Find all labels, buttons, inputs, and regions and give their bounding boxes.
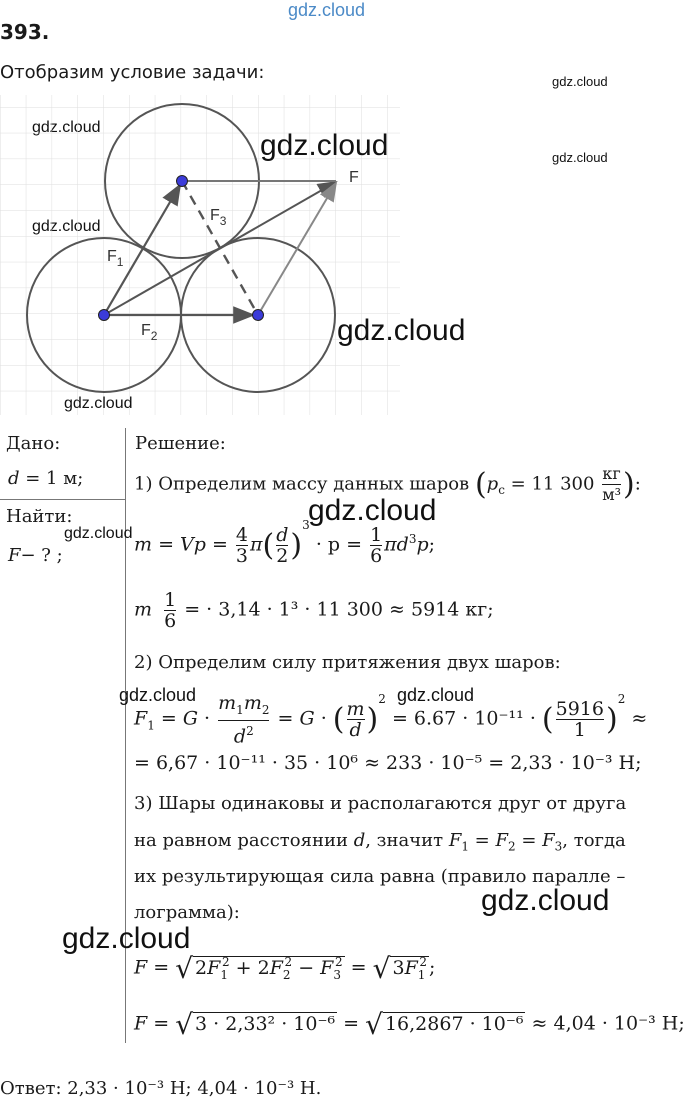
answer: Ответ: 2,33 · 10⁻³ Н; 4,04 · 10⁻³ Н. [0,1078,322,1099]
label-f3: $F_3$ [210,207,227,228]
force-result: = 6,67 · 10⁻¹¹ · 35 · 10⁶ ≈ 233 · 10⁻⁵ = 2,33 · 10⁻³ Н; [134,752,642,774]
mass-numeric: m $\frac{1}{6}$ = · 3,14 · 1³ · 11 300 ≈ 5914 кг; [134,589,494,632]
watermark: gdz.cloud [308,494,437,527]
force-formula: $F_1 = G$ · $\frac{m_1m_2}{d^2}$ = G · ( $\frac{m}{d}$ )$^2$ = 6.67 · 10⁻¹¹ · ( $\frac{5916}{1}$ )$^2$ ≈ [134,692,648,748]
step-3-line-1: 3) Шары одинаковы и располагаются друг от друга [134,793,627,814]
watermark: gdz.cloud [397,685,475,705]
watermark: gdz.cloud [552,150,608,165]
center-point-top [177,176,188,187]
step-3-line-2: на равном расстоянии d, значит $F_1 = F_2 = F_3$, тогда [134,830,626,854]
final-formula: F = √ 3 · 2,33² · 10⁻⁶ = √ 16,2867 · 10⁻⁶ ≈ 4,04 · 10⁻³ Н; [134,1008,685,1041]
watermark: gdz.cloud [337,314,466,347]
mass-formula: m = Vp = $\frac{4}{3}$ π( $\frac{d}{2}$ )$^3$ · p = $\frac{1}{6}$ $\pi d^3p$; [134,518,436,567]
find-title: Найти: [6,506,73,527]
label-f2: $F_2$ [141,322,158,343]
watermark: gdz.cloud [64,525,133,542]
watermark: gdz.cloud [119,685,197,705]
watermark: gdz.cloud [260,129,389,162]
sum-formula: F = √ $2F_1^2 + 2F_2^2 - F_3^2$ = √ $3F_1^2$ ; [134,952,436,985]
find-f: F− ? ; [8,545,63,566]
watermark: gdz.cloud [481,884,610,917]
watermark: gdz.cloud [64,395,133,412]
center-point-right [253,310,264,321]
problem-number: 393. [0,20,50,44]
step-1: 1) Определим массу данных шаров ($p_c = 11$ 300 $\frac{кг}{\text{м³}}$ ): [134,464,641,504]
watermark-top: gdz.cloud [288,0,366,20]
given-divider [0,499,125,500]
watermark: gdz.cloud [62,922,191,955]
center-point-left [99,310,110,321]
solution-title: Решение: [135,433,226,454]
given-title: Дано: [6,433,61,454]
label-f1: $F_1$ [107,248,124,269]
step-3-line-4: лограмма): [134,902,240,923]
watermark: gdz.cloud [552,74,608,89]
label-f: F [349,169,359,186]
step-2: 2) Определим силу притяжения двух шаров: [134,652,561,673]
intro-text: Отобразим условие задачи: [0,62,265,83]
given-d: d = 1 м; [8,468,84,489]
step-3-line-3: их результирующая сила равна (правило паралле – [134,866,626,887]
